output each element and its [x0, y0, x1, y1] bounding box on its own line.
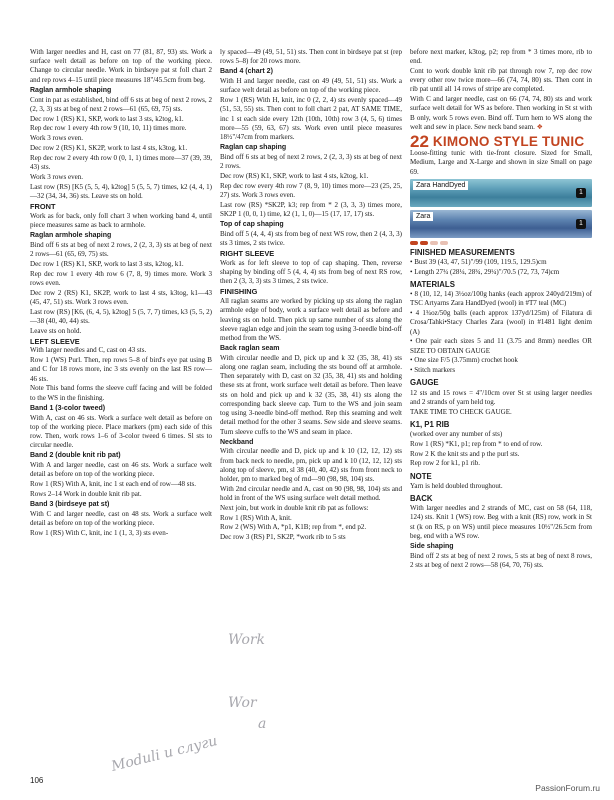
handwriting-mark: Wor — [228, 695, 257, 711]
pattern-name: KIMONO STYLE TUNIC — [432, 134, 585, 150]
column-1 — [30, 48, 212, 539]
section-heading: Raglan armhole shaping — [30, 86, 112, 94]
paragraph: Last row (RS) *SK2P, k3; rep from * 2 (3, 3, 3) times more, SK2P 1 (0, 0, 1) time, k2 (1, 1, 0)—15 (17, 17, 17) sts. — [220, 200, 402, 218]
section-heading: Band 2 (double knit rib pat) — [30, 452, 121, 460]
skill-dot — [420, 241, 428, 245]
section-heading: Band 4 (chart 2) — [220, 68, 273, 76]
column-2 — [220, 48, 402, 543]
paragraph: Row 2 (WS) With A, *p1, K1B; rep from *, end p2. — [220, 523, 367, 532]
paragraph: Dec row 3 (RS) P1, SK2P, *work rib to 5 sts — [220, 533, 346, 542]
paragraph: With C and larger needle, cast on 48 sts. Work a surface welt detail as before on top of the working piece. — [30, 509, 212, 527]
paragraph: Yarn is held doubled throughout. — [410, 481, 503, 490]
paragraph: Bind off 6 sts at beg of next 2 rows, 2 (2, 3, 3) sts at beg of next 2 rows. — [220, 152, 402, 171]
section-heading: FINISHED MEASUREMENTS — [410, 247, 515, 257]
section-heading: BACK — [410, 494, 433, 504]
paragraph-text: With C and larger needle, cast on 66 (74, 74, 80) sts and work surface welt detail for WS as before. Then working in St st with B only, work 5 rows even. Bind off. Turn hem to WS along the welt and sew in place. Sew neck band seam. — [410, 95, 592, 131]
paragraph: Row 1 (RS) With H, knit, inc 0 (2, 2, 4) sts evenly spaced—49 (51, 53, 55) sts. Then cont to foll chart 2 pat, AT SAME TIME, inc 1 st each side every 12th (10th, 10th) row 3 (4, 5, 6) times more—55 (59, 63, 67) sts. Work even until piece measures 18½"/47cm from markers. — [220, 96, 402, 141]
paragraph — [410, 95, 592, 132]
skill-dot — [430, 241, 438, 245]
section-heading: Side shaping — [410, 543, 454, 551]
paragraph: With 2nd circular needle and A, cast on 90 (98, 98, 104) sts and hold in front of the WS using surface welt detail method. — [220, 484, 402, 503]
paragraph: Row 1 (RS) With C, knit, inc 1 (1, 3, 3) sts even- — [30, 528, 169, 537]
yarn-label: Zara — [413, 212, 433, 221]
section-heading: Neckband — [220, 438, 254, 446]
list-item: • Bust 39 (43, 47, 51)"/99 (109, 119.5, 129.5)cm — [410, 258, 547, 267]
paragraph: Bind off 6 sts at beg of next 2 rows, 2 (2, 3, 3) sts at beg of next 2 rows—61 (65, 69, 75) sts. — [30, 240, 212, 258]
section-heading: Band 3 (birdseye pat st) — [30, 501, 110, 509]
list-item: • One size F/5 (3.75mm) crochet hook — [410, 356, 518, 365]
list-item: • 4 1¾oz/50g balls (each approx 137yd/125m) of Filatura di Crosa/Tahki•Stacy Charles Zara (wool) in #1481 light denim (A) — [410, 309, 592, 336]
section-heading: Top of cap shaping — [220, 221, 284, 229]
section-heading: Raglan armhole shaping — [30, 232, 112, 240]
paragraph: Row 1 (RS) *K1, p1; rep from * to end of row. — [410, 439, 543, 448]
yarn-weight-icon: 1 — [576, 219, 586, 229]
pattern-intro: Loose-fitting tunic with tie-front closure. Sized for Small, Medium, Large and X-Large and shown in size Small on page 69. — [410, 149, 592, 176]
section-heading: FRONT — [30, 201, 56, 211]
paragraph: Cont to work double knit rib pat through row 7, rep dec row every other row twice more—66 (74, 74, 80) sts. Then cont in rib pat until all 14 rows of stripe are completed. — [410, 67, 592, 94]
yarn-swatch-denim — [410, 210, 592, 238]
section-heading: GAUGE — [410, 378, 439, 388]
paragraph: Rep dec row 2 every 4th row 0 (0, 1, 1) times more—37 (39, 39, 43) sts. — [30, 153, 213, 171]
end-mark-icon: ❖ — [536, 122, 543, 131]
handwriting-mark: Work — [228, 632, 266, 648]
paragraph: Rep dec row 1 every 4th row 9 (10, 10, 11) times more. — [30, 124, 187, 133]
yarn-swatch-teal — [410, 179, 592, 207]
section-heading: RIGHT SLEEVE — [220, 249, 275, 259]
paragraph: before next marker, k3tog, p2; rep from * 3 times more, rib to end. — [410, 48, 592, 66]
paragraph: All raglan seams are worked by picking up sts along the raglan armhole edge of body, work a surface welt detail as before and leaving sts on hold. Then pick up same number of sts along the sleeve raglan edge and join the seam tog using 3-needle bind-off method from the WS. — [220, 297, 402, 342]
paragraph: Dec row 1 (RS) K1, SKP, work to last 3 sts, k2tog, k1. — [30, 114, 184, 123]
paragraph: Rows 2–14 Work in double knit rib pat. — [30, 489, 142, 498]
paragraph: ly spaced—49 (49, 51, 51) sts. Then cont in birdseye pat st (rep rows 5–8) for 20 rows more. — [220, 48, 402, 66]
paragraph: Cont in pat as established, bind off 6 sts at beg of next 2 rows, 2 (2, 3, 3) sts at beg of next 2 rows—61 (65, 69, 75) sts. — [30, 95, 212, 113]
paragraph: With A, cast on 46 sts. Work a surface welt detail as before on top of the working piece. Place markers (pm) each side of this row. Then, work rows 1–6 of 3-color tweed 6 times. Sl sts to circular needle. — [30, 413, 212, 450]
paragraph: Last row (RS) [K5 (5, 5, 4), k2tog] 5 (5, 5, 7) times, k2 (4, 4, 1)—32 (34, 34, 36) sts. Leave sts on hold. — [30, 182, 212, 200]
paragraph: Rep dec row 1 every 4th row 6 (7, 8, 9) times more. Work 3 rows even. — [30, 269, 212, 287]
pattern-number: 22 — [410, 132, 429, 152]
list-item: • One pair each sizes 5 and 11 (3.75 and 8mm) needles OR SIZE TO OBTAIN GAUGE — [410, 337, 592, 355]
paragraph: TAKE TIME TO CHECK GAUGE. — [410, 407, 512, 416]
paragraph: Row 1 (RS) With A, knit. — [220, 513, 292, 522]
section-heading: K1, P1 RIB — [410, 419, 450, 429]
paragraph: Row 1 (WS) Purl. Then, rep rows 5–8 of bird's eye pat using B and C for 18 rows more, inc 3 sts evenly on the last RS row—46 sts. — [30, 356, 212, 383]
paragraph: With circular needle and D, pick up and k 10 (12, 12, 12) sts from back neck to needle, pm, pick up and k 10 (12, 12, 12) sts along top of sleeve, pm, sl 38 (40, 40, 42) sts from front neck to holder, pm to marked beg of rnd—90 (98, 98, 104) sts. — [220, 447, 402, 484]
page-number: 106 — [30, 776, 44, 785]
pattern-title — [410, 132, 592, 152]
section-heading: Band 1 (3-color tweed) — [30, 404, 106, 412]
paragraph: Bind off 2 sts at beg of next 2 rows, 5 sts at beg of next 8 rows, 2 sts at beg of next 2 rows—58 (64, 70, 76) sts. — [410, 551, 592, 569]
paragraph: Row 1 (RS) With A, knit, inc 1 st each end of row—48 sts. — [30, 480, 196, 489]
paragraph: Note This band forms the sleeve cuff facing and will be folded to the WS in the finishing. — [30, 384, 212, 402]
list-item: • Stitch markers — [410, 366, 456, 375]
paragraph: Next join, but work in double knit rib pat as follows: — [220, 503, 369, 512]
yarn-weight-icon: 1 — [576, 188, 586, 198]
list-item: • 8 (10, 12, 14) 3½oz/100g hanks (each approx 240yd/219m) of TSC Artyarns Zara HandDyed (wool) in #T7 teal (MC) — [410, 290, 592, 308]
paragraph: With circular needle and D, pick up and k 32 (35, 38, 41) sts along one raglan seam, including the sts bound off at armhole. Then separately with D, cast on 32 (35, 38, 41) sts and holding these sts at front, work surface welt detail as before. Then leave sts on hold and pick up and k 32 (35, 38, 41) sts along the corresponding back sleeve cap. Turn to the WS and join seam tog using 3-needle bind-off method. Rep this seaming and welt detail method for the other 3 seams. Sew side and sleeve seams. Turn sleeve cuffs to the WS and seam in place. — [220, 353, 402, 436]
paragraph: With larger needles and H, cast on 77 (81, 87, 93) sts. Work a surface welt detail as before on top of the working piece. Change to circular needle. Work in birdseye pat st foll chart 2 and rep rows 4–15 until piece measures 18"/45.5cm from beg. — [30, 48, 212, 84]
yarn-label: Zara HandDyed — [413, 181, 468, 190]
skill-dot — [410, 241, 418, 245]
paragraph: (worked over any number of sts) — [410, 430, 503, 439]
paragraph: With larger needles and 2 strands of MC, cast on 58 (64, 118, 124) sts. Knit 1 (WS) row. Beg with a knit (RS) row, work in St st (k on RS, p on WS) until piece measures 10½"/26.5cm from beg, end with a WS row. — [410, 504, 592, 540]
handwriting-mark: а — [258, 716, 267, 732]
skill-dot — [440, 241, 448, 245]
section-heading: Back raglan seam — [220, 345, 280, 353]
section-heading: LEFT SLEEVE — [30, 336, 80, 346]
handwriting-mark: Moduli и слуги — [109, 733, 219, 775]
paragraph: Leave sts on hold. — [30, 326, 82, 335]
paragraph: Last row (RS) [K6, (6, 4, 5), k2tog] 5 (5, 7, 7) times, k3 (5, 5, 2)—38 (40, 40, 44) sts. — [30, 307, 212, 325]
section-heading: NOTE — [410, 471, 432, 481]
paragraph: With H and larger needle, cast on 49 (49, 51, 51) sts. Work a surface welt detail as before on top of the working piece. — [220, 77, 402, 95]
paragraph: Rep row 2 for k1, p1 rib. — [410, 459, 481, 468]
watermark: PassionForum.ru — [535, 783, 600, 793]
section-heading: Raglan cap shaping — [220, 144, 287, 152]
paragraph: Work as for back, only foll chart 3 when working band 4, until piece measures same as back to armhole. — [30, 211, 212, 229]
paragraph: Work as for left sleeve to top of cap shaping. Then, reverse shaping by binding off 5 (4, 4, 4) sts from beg of next RS row, then 2 (3, 3, 3) sts 3 times, 2 sts twice. — [220, 258, 402, 286]
list-item: • Length 27¾ (28¼, 28¾, 29¼)"/70.5 (72, 73, 74)cm — [410, 267, 560, 276]
skill-level-icon — [410, 241, 592, 245]
column-3 — [410, 48, 592, 571]
paragraph: Dec row (RS) K1, SKP, work to last 4 sts, k2tog, k1. — [220, 171, 369, 180]
paragraph: Row 2 K the knit sts and p the purl sts. — [410, 449, 520, 458]
paragraph: Work 3 rows even. — [30, 134, 84, 143]
paragraph: Work 3 rows even. — [30, 172, 84, 181]
paragraph: 12 sts and 15 rows = 4"/10cm over St st using larger needles and 2 strands of yarn held tog. — [410, 388, 592, 406]
paragraph: Dec row 2 (RS) K1, SK2P, work to last 4 sts, k3tog, k1. — [30, 143, 188, 152]
paragraph: Rep dec row every 4th row 7 (8, 9, 10) times more—23 (25, 25, 27) sts. Work 3 rows even. — [220, 181, 402, 199]
paragraph: Dec row 1 (RS) K1, SKP, work to last 3 sts, k2tog, k1. — [30, 259, 184, 268]
paragraph: With larger needles and C, cast on 43 sts. — [30, 346, 147, 355]
section-heading: MATERIALS — [410, 280, 455, 290]
section-heading: FINISHING — [220, 287, 258, 297]
paragraph: Bind off 5 (4, 4, 4) sts from beg of next WS row, then 2 (4, 3, 3) sts 3 times, 2 sts twice. — [220, 229, 402, 247]
paragraph: With A and larger needle, cast on 46 sts. Work a surface welt detail as before on top of the working piece. — [30, 461, 212, 479]
paragraph: Dec row 2 (RS) K1, SK2P, work to last 4 sts, k3tog, k1—43 (45, 47, 51) sts. Work 3 rows even. — [30, 288, 212, 306]
